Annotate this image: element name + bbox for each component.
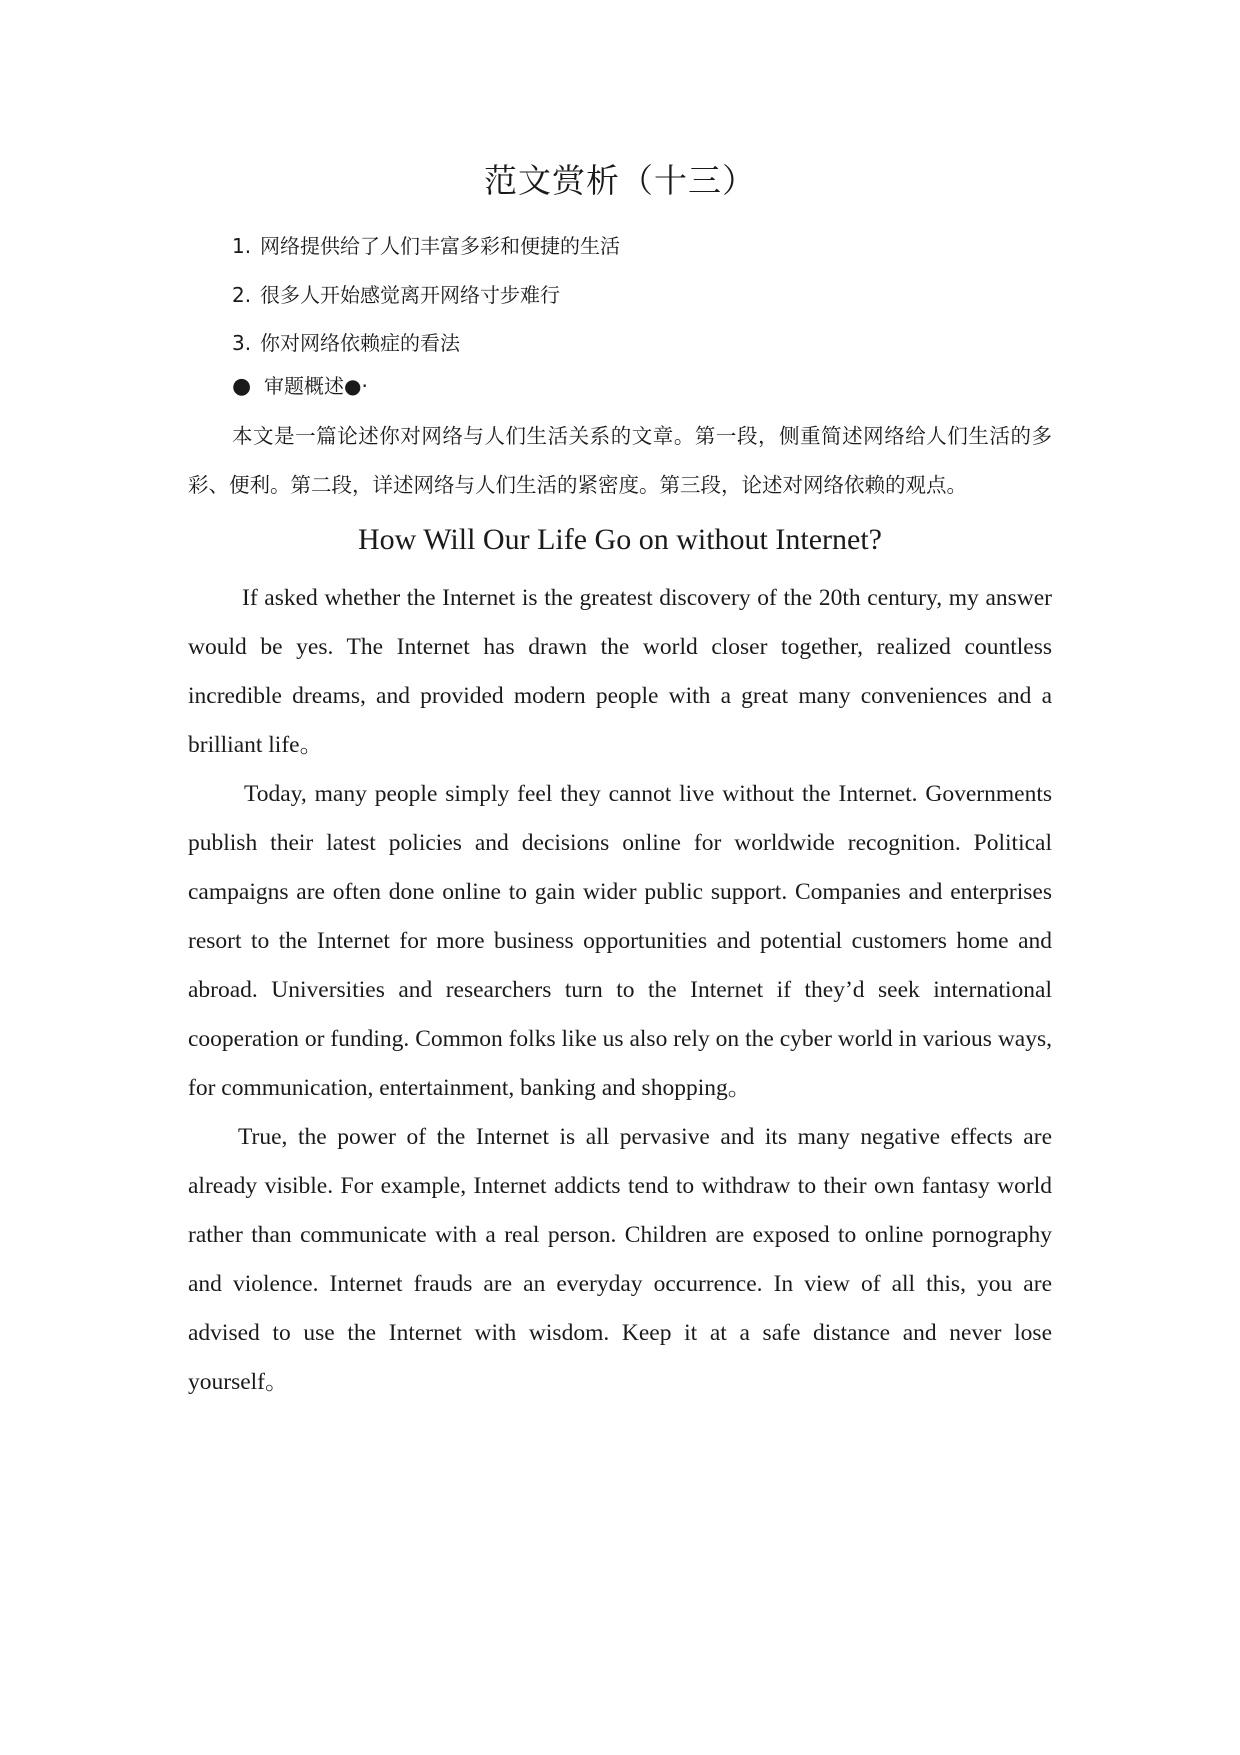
essay-body [188,574,1052,1407]
key-point-number: 1. [232,234,252,258]
bullet-icon: ● [232,374,252,399]
review-heading [232,366,368,407]
essay-title: How Will Our Life Go on without Internet? [358,523,882,556]
key-point-1 [232,222,620,271]
key-points-list [232,222,620,368]
key-point-3 [232,319,620,368]
essay-paragraph-3: True, the power of the Internet is all pervasive and its many negative effects are already visible. For example, Internet addicts tend to withdraw to their own fantasy world rather than communicate with a real person. Children are exposed to online pornography and violence. Internet frauds are an everyday occurrence. In view of all this, you are advised to use the Internet with wisdom. Keep it at a safe distance and never lose yourself。 [188,1124,1052,1395]
key-point-number: 3. [232,331,252,355]
key-point-text: 网络提供给了人们丰富多彩和便捷的生活 [260,234,620,258]
key-point-2 [232,271,620,320]
page-title: 范文赏析（十三） [484,164,756,200]
summary-paragraph: 本文是一篇论述你对网络与人们生活关系的文章。第一段，侧重简述网络给人们生活的多彩、便利。第二段，详述网络与人们生活的紧密度。第三段，论述对网络依赖的观点。 [188,424,1052,497]
key-point-text: 你对网络依赖症的看法 [260,331,460,355]
key-point-text: 很多人开始感觉离开网络寸步难行 [260,282,560,307]
essay-paragraph-2: Today, many people simply feel they cannot live without the Internet. Governments publish their latest policies and decisions online for worldwide recognition. Political campaigns are often done online to gain wider public support. Companies and enterprises resort to the Internet for more business opportunities and potential customers home and abroad. Universities and researchers turn to the Internet if they’d seek international cooperation or funding. Common folks like us also rely on the cyber world in various ways, for communication, entertainment, banking and shopping。 [188,781,1052,1101]
key-point-number: 2. [232,282,252,307]
essay-paragraph-1: If asked whether the Internet is the greatest discovery of the 20th century, my answer would be yes. The Internet has drawn the world closer together, realized countless incredible dreams, and provided modern people with a great many conveniences and a brilliant life。 [188,585,1052,758]
review-label: 审题概述●· [264,374,368,398]
